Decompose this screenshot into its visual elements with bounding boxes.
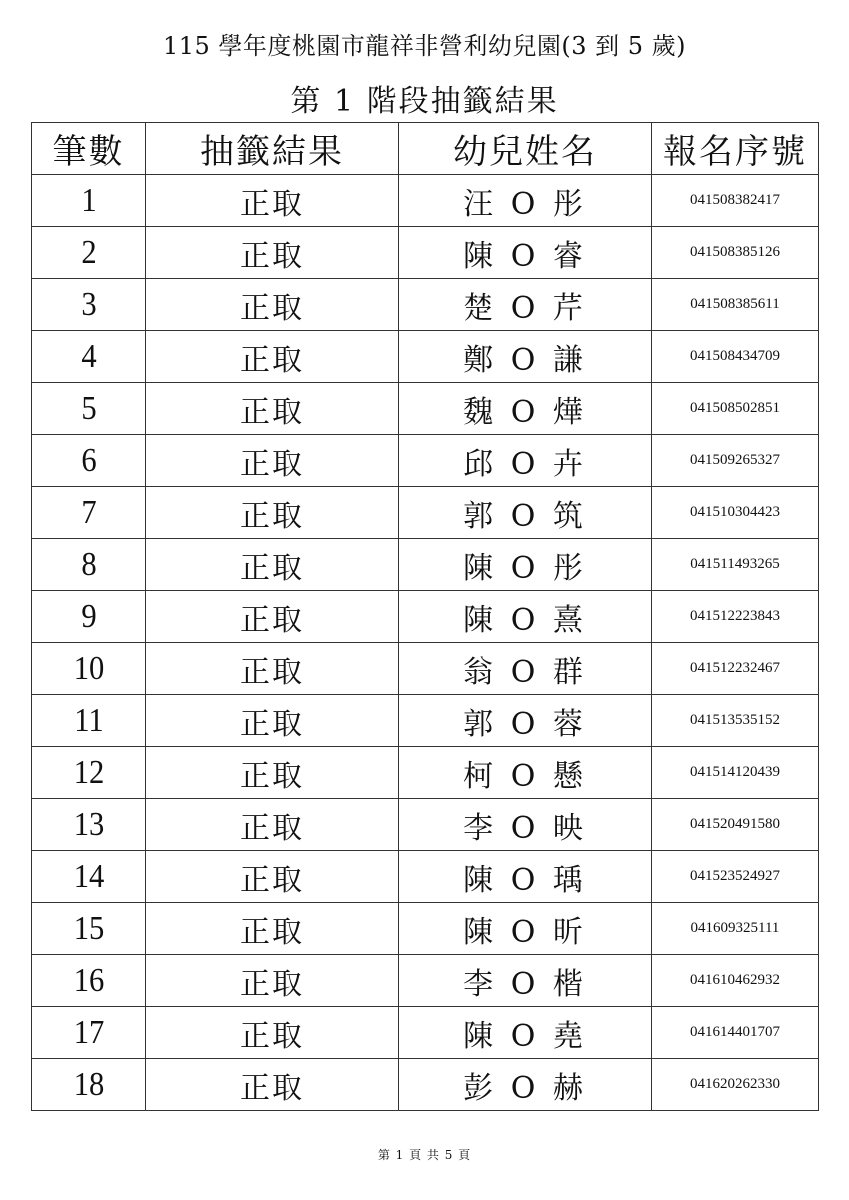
row-number: 18 xyxy=(37,1059,140,1111)
row-reg-no: 041614401707 xyxy=(652,1007,819,1059)
row-child-name: 郭 O 筑 xyxy=(399,487,652,539)
table-row xyxy=(32,539,819,591)
table-row xyxy=(32,1059,819,1111)
row-result: 正取 xyxy=(146,1007,399,1059)
row-number: 4 xyxy=(37,331,140,383)
row-child-name: 鄭 O 謙 xyxy=(399,331,652,383)
table-row xyxy=(32,331,819,383)
row-child-name: 陳 O 堯 xyxy=(399,1007,652,1059)
row-reg-no: 041508385611 xyxy=(652,279,819,331)
row-number: 5 xyxy=(37,383,140,435)
row-number: 11 xyxy=(37,695,140,747)
table-row xyxy=(32,643,819,695)
row-number: 3 xyxy=(37,279,140,331)
table-header-row xyxy=(32,123,819,175)
page-footer: 第 1 頁 共 5 頁 xyxy=(377,1148,472,1162)
row-reg-no: 041509265327 xyxy=(652,435,819,487)
row-number: 1 xyxy=(37,175,140,227)
row-child-name: 陳 O 睿 xyxy=(399,227,652,279)
row-number: 7 xyxy=(37,487,140,539)
row-reg-no: 041508502851 xyxy=(652,383,819,435)
row-reg-no: 041512232467 xyxy=(652,643,819,695)
table-row xyxy=(32,1007,819,1059)
row-reg-no: 041512223843 xyxy=(652,591,819,643)
row-result: 正取 xyxy=(146,695,399,747)
row-child-name: 李 O 映 xyxy=(399,799,652,851)
row-reg-no: 041508385126 xyxy=(652,227,819,279)
table-row xyxy=(32,799,819,851)
table-row xyxy=(32,487,819,539)
row-child-name: 彭 O 赫 xyxy=(399,1059,652,1111)
table-row xyxy=(32,591,819,643)
table-row xyxy=(32,435,819,487)
row-result: 正取 xyxy=(146,383,399,435)
table-row xyxy=(32,903,819,955)
row-child-name: 翁 O 群 xyxy=(399,643,652,695)
row-number: 17 xyxy=(37,1007,140,1059)
row-result: 正取 xyxy=(146,591,399,643)
row-result: 正取 xyxy=(146,643,399,695)
row-reg-no: 041511493265 xyxy=(652,539,819,591)
row-reg-no: 041520491580 xyxy=(652,799,819,851)
row-child-name: 陳 O 瑀 xyxy=(399,851,652,903)
row-reg-no: 041513535152 xyxy=(652,695,819,747)
table-row xyxy=(32,851,819,903)
row-result: 正取 xyxy=(146,955,399,1007)
row-number: 14 xyxy=(37,851,140,903)
table-row xyxy=(32,227,819,279)
row-result: 正取 xyxy=(146,851,399,903)
row-result: 正取 xyxy=(146,175,399,227)
table-row xyxy=(32,747,819,799)
row-result: 正取 xyxy=(146,279,399,331)
row-reg-no: 041508382417 xyxy=(652,175,819,227)
row-number: 15 xyxy=(37,903,140,955)
row-result: 正取 xyxy=(146,747,399,799)
row-number: 16 xyxy=(37,955,140,1007)
row-child-name: 陳 O 熹 xyxy=(399,591,652,643)
row-number: 8 xyxy=(37,539,140,591)
header-number: 筆數 xyxy=(32,123,146,175)
row-reg-no: 041510304423 xyxy=(652,487,819,539)
header-reg-no: 報名序號 xyxy=(652,123,819,175)
row-child-name: 陳 O 昕 xyxy=(399,903,652,955)
row-reg-no: 041610462932 xyxy=(652,955,819,1007)
row-child-name: 柯 O 懸 xyxy=(399,747,652,799)
row-child-name: 陳 O 彤 xyxy=(399,539,652,591)
row-result: 正取 xyxy=(146,227,399,279)
table-row xyxy=(32,279,819,331)
row-child-name: 汪 O 彤 xyxy=(399,175,652,227)
table-row xyxy=(32,383,819,435)
row-child-name: 邱 O 卉 xyxy=(399,435,652,487)
row-number: 12 xyxy=(37,747,140,799)
row-result: 正取 xyxy=(146,487,399,539)
table-body xyxy=(32,175,819,1111)
row-result: 正取 xyxy=(146,539,399,591)
row-reg-no: 041508434709 xyxy=(652,331,819,383)
row-child-name: 魏 O 燁 xyxy=(399,383,652,435)
table-row xyxy=(32,695,819,747)
table-row xyxy=(32,175,819,227)
row-result: 正取 xyxy=(146,799,399,851)
row-number: 6 xyxy=(37,435,140,487)
header-name: 幼兒姓名 xyxy=(399,123,652,175)
document-title: 115 學年度桃園市龍祥非營利幼兒園(3 到 5 歲) xyxy=(162,32,687,60)
row-reg-no: 041609325111 xyxy=(652,903,819,955)
row-number: 2 xyxy=(37,227,140,279)
row-number: 13 xyxy=(37,799,140,851)
row-reg-no: 041620262330 xyxy=(652,1059,819,1111)
row-child-name: 郭 O 蓉 xyxy=(399,695,652,747)
row-result: 正取 xyxy=(146,903,399,955)
row-result: 正取 xyxy=(146,331,399,383)
row-number: 9 xyxy=(37,591,140,643)
row-child-name: 楚 O 芹 xyxy=(399,279,652,331)
header-result: 抽籤結果 xyxy=(146,123,399,175)
row-reg-no: 041523524927 xyxy=(652,851,819,903)
lottery-results-table xyxy=(31,122,819,1111)
document-subtitle: 第 1 階段抽籤結果 xyxy=(290,84,559,119)
row-number: 10 xyxy=(37,643,140,695)
row-result: 正取 xyxy=(146,435,399,487)
row-child-name: 李 O 楷 xyxy=(399,955,652,1007)
row-result: 正取 xyxy=(146,1059,399,1111)
table-row xyxy=(32,955,819,1007)
row-reg-no: 041514120439 xyxy=(652,747,819,799)
